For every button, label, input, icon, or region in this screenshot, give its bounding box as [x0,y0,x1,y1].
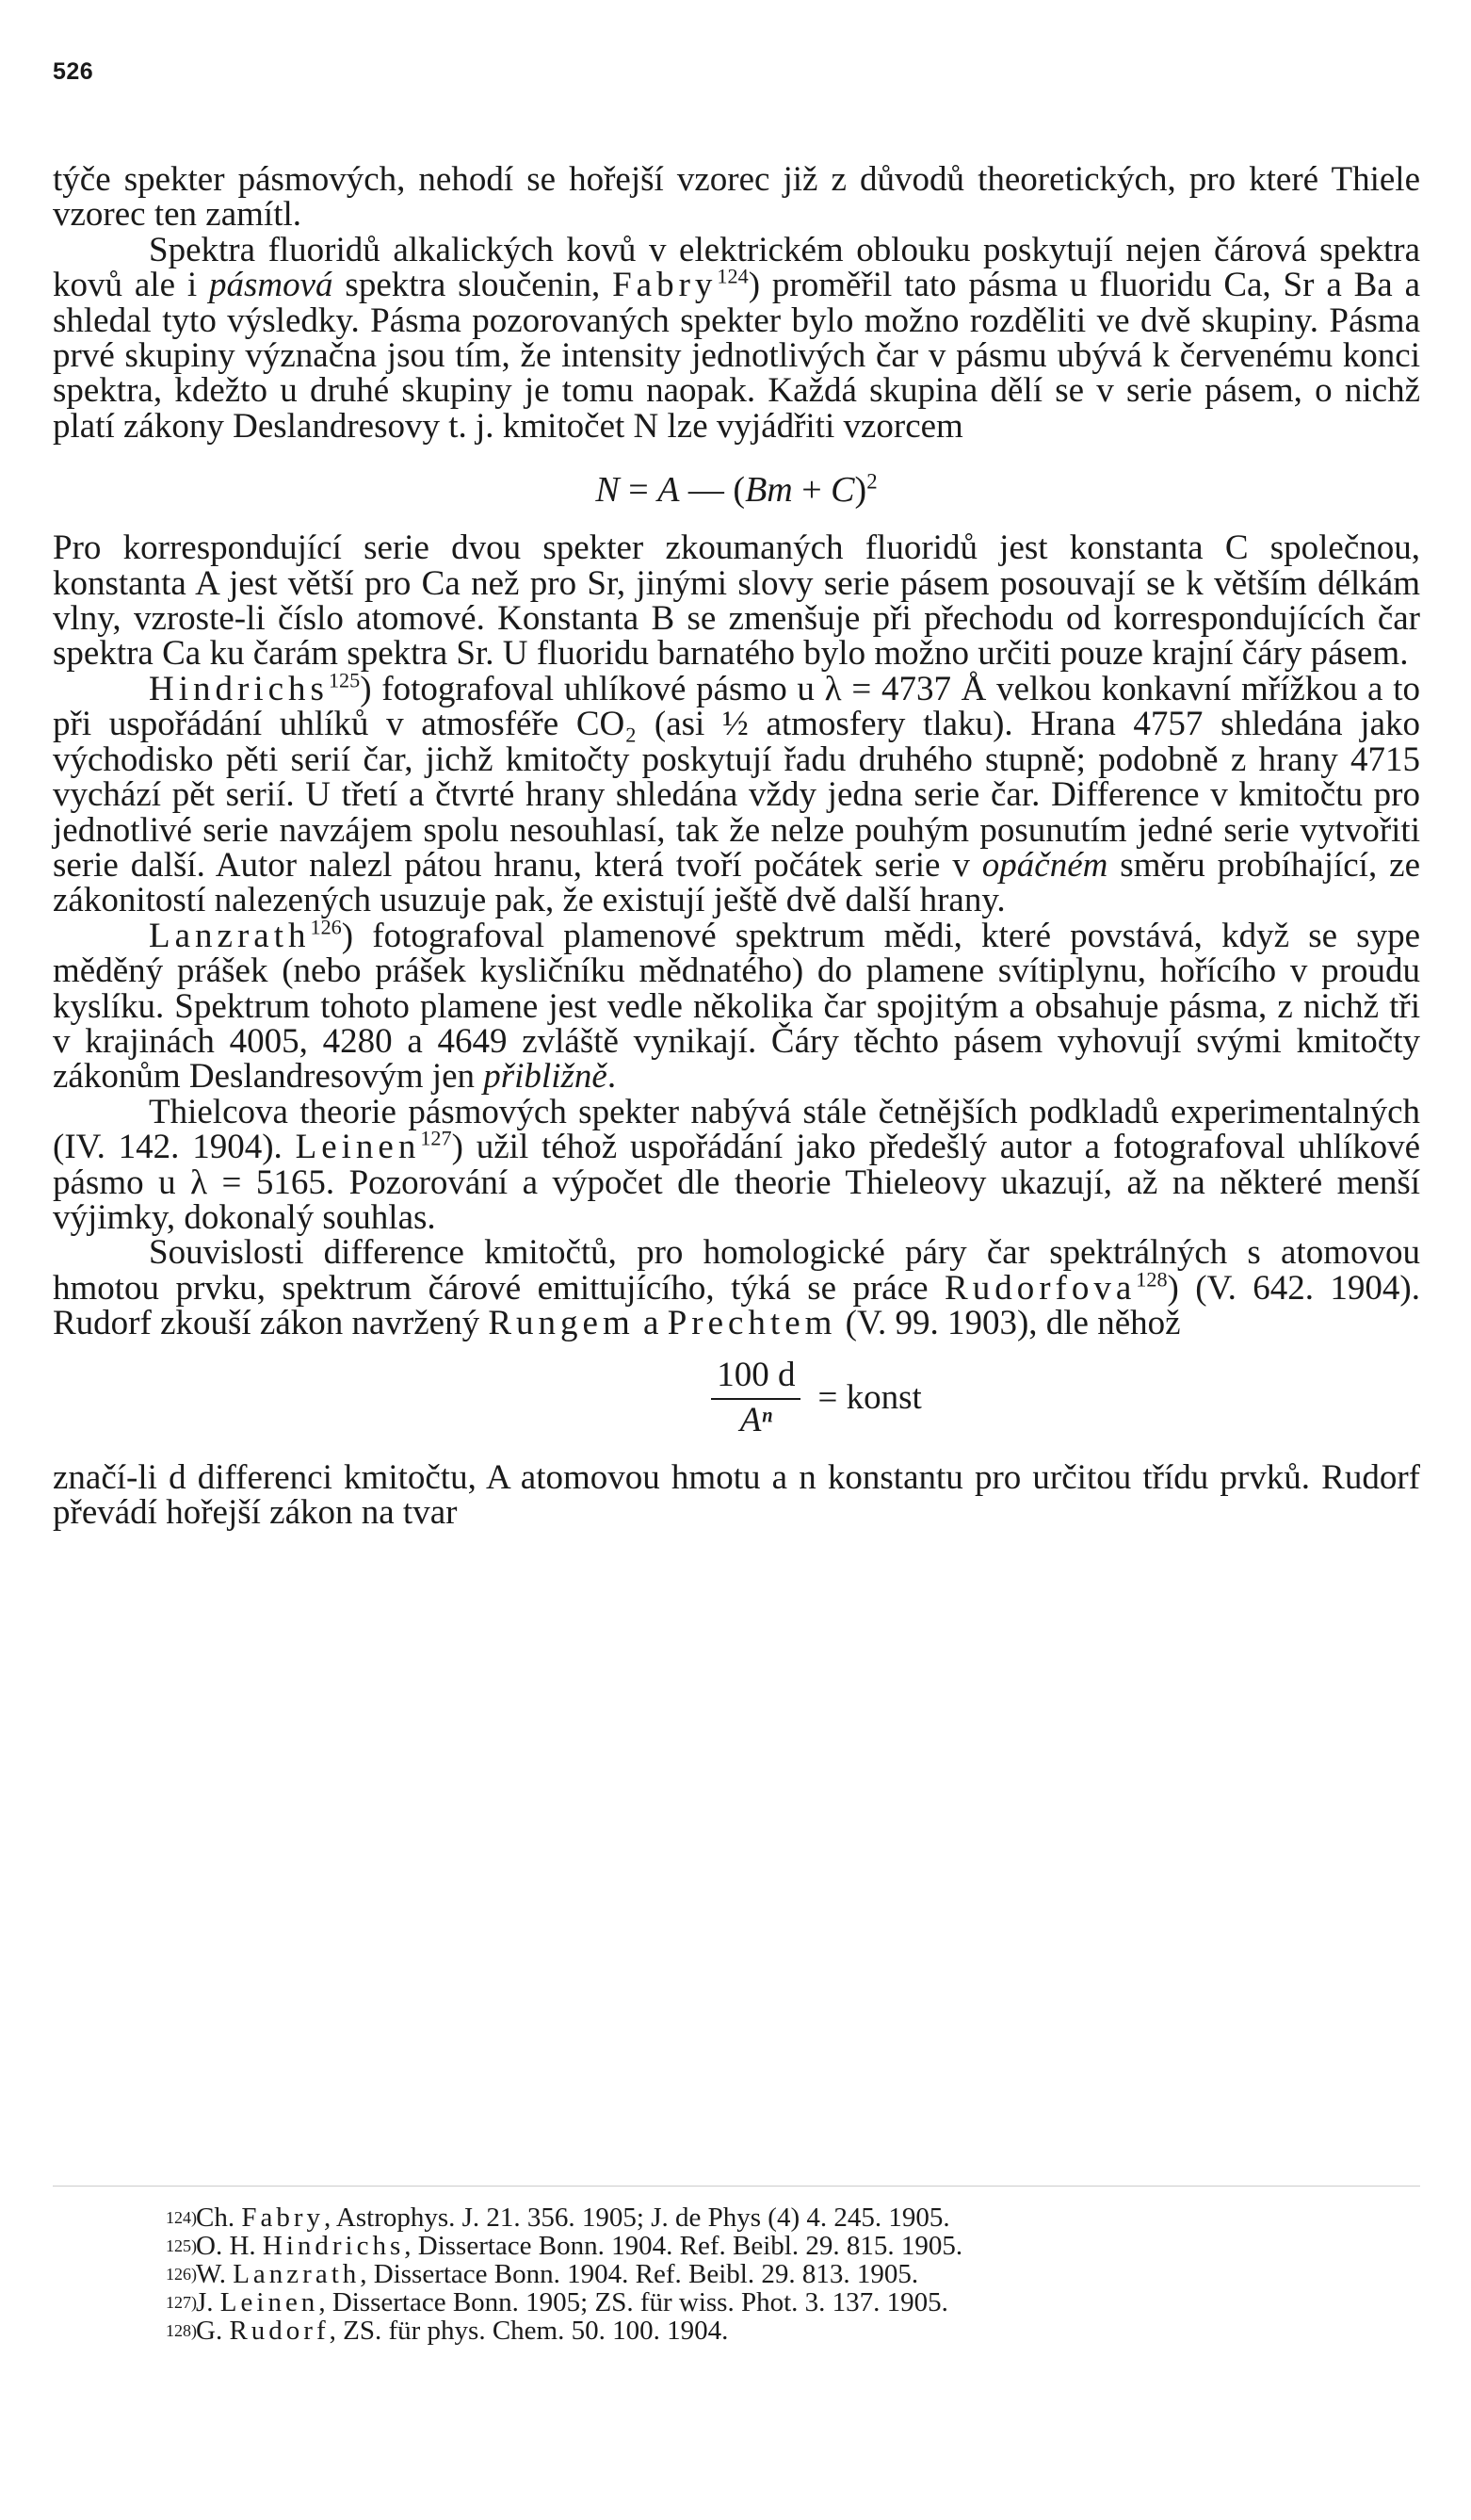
paragraph-5: Lanzrath$^{126}$) fotografoval plamenové spektrum mědi, které povstává, když se sype měděný prášek (nebo prášek kysličníku mědnatého) do plamene svítiplynu, hořícího v proudu kyslíku. Spektrum tohoto plamene jest vedle několika čar spojitým a obsahuje pásma, z nichž tři v krajinách 4005, 4280 a 4649 zvláště vynikají. Čáry těchto pásem vyhovují svými kmitočty zákonům Deslandresovým jen přibližně. [53,915,1420,1097]
author-name: Leinen [295,1128,421,1167]
footnote-ref: 124 [717,264,749,288]
formula-deslandres: N = A — $(Bm + C)^2$ [595,469,878,511]
footnote-124: 124)Ch. Fabry, Astrophys. J. 21. 356. 1905; J. de Phys (4) 4. 245. 1905. [166,2203,950,2233]
footnote-ref: 125 [328,668,361,692]
footnotes [53,2186,1420,2345]
paragraph-2: Spektra fluoridů alkalických kovů v elektrickém oblouku poskytují nejen čárová spektra kovů ale i pásmová spektra sloučenin, Fabry$^{124}$) proměřil tato pásma u fluoridu Ca, Sr a Ba a shledal tyto výsledky. Pásma pozorovaných spekter bylo možno rozděliti ve dvě skupiny. Pásma prvé skupiny význačna jsou tím, že intensity jednotlivých čar v pásmu ubývá k červenému konci spektra, kdežto u druhé skupiny je tomu naopak. Každá skupina dělí se v serie pásem, o nichž platí zákony Deslandresovy t. j. kmitočet N lze vyjádřiti vzorcem [53,230,1420,446]
footnote-126: 126)W. Lanzrath, Dissertace Bonn. 1904. Ref. Beibl. 29. 813. 1905. [166,2259,919,2289]
footnote-127: 127)J. Leinen, Dissertace Bonn. 1905; ZS. für wiss. Phot. 3. 137. 1905. [166,2287,948,2317]
author-name: Lanzrath [149,916,311,955]
paragraph-1: týče spekter pásmových, nehodí se hořejší vzorec již z důvodů theoretických, pro které Thiele vzorec ten zamítl. [53,160,1420,235]
author-name: Fabry [612,266,718,305]
footnote-128: 128)G. Rudorf, ZS. für phys. Chem. 50. 100. 1904. [166,2316,729,2346]
author-name: Rungem [488,1304,635,1343]
fraction: $\frac{100 d}{\text{Aⁿ}}$ [551,1357,800,1439]
footnote-125: 125)O. H. Hindrichs, Dissertace Bonn. 1904. Ref. Beibl. 29. 815. 1905. [166,2231,963,2261]
author-name: Prechtem [667,1304,837,1343]
paragraph-7: Souvislosti difference kmitočtů, pro homologické páry čar spektrálných s atomovou hmotou prvku, spektrum čárové emittujícího, týká se práce Rudorfova$^{128}$) (V. 642. 1904). Rudorf zkouší zákon navržený Rungem a Prechtem (V. 99. 1903), dle něhož [53,1233,1420,1343]
formula-rudorf: $\frac{100 d}{\text{Aⁿ}}$ = konst [53,1357,1420,1439]
paragraph-6: Thielcova theorie pásmových spekter nabývá stále četnějších podkladů experimentalných (IV. 142. 1904). Leinen$^{127}$) užil téhož uspořádání jako předešlý autor a fotografoval uhlíkové pásmo u λ = 5165. Pozorování a výpočet dle theorie Thieleovy ukazují, až na některé menší výjimky, dokonalý souhlas. [53,1092,1420,1237]
footnote-ref: 126 [310,915,342,939]
paragraph-3: Pro korrespondující serie dvou spekter zkoumaných fluoridů jest konstanta C společnou, konstanta A jest větší pro Ca než pro Sr, jinými slovy serie pásem posouvají se k větším délkám vlny, vzroste-li číslo atomové. Konstanta B se zmenšuje při přechodu od korrespondujících čar spektra Ca ku čarám spektra Sr. U fluoridu barnatého bylo možno určiti pouze krajní čáry pásem. [53,528,1420,674]
page-number: 526 [53,58,94,85]
author-name: Hindrichs [149,669,329,708]
body-text [53,162,1420,1530]
footnote-ref: 128 [1136,1267,1168,1292]
paragraph-8: značí-li d differenci kmitočtu, A atomovou hmotu a n konstantu pro určitou třídu prvků. Rudorf převádí hořejší zákon na tvar [53,1457,1420,1532]
paragraph-4: Hindrichs$^{125}$) fotografoval uhlíkové pásmo u λ = 4737 Å velkou konkavní mřížkou a to při uspořádání uhlíků v atmosféře CO₂ (asi ½ atmosfery tlaku). Hrana 4757 shledána jako východisko pěti serií čar, jichž kmitočty poskytují řadu druhého stupně; podobně z hrany 4715 vychází pět serií. U třetí a čtvrté hrany shledána vždy jedna serie čar. Difference v kmitočtu pro jednotlivé serie navzájem spolu nesouhlasí, tak že nelze pouhým posunutím jedné serie vytvořiti serie další. Autor nalezl pátou hranu, která tvoří počátek serie v opáčném směru probíhající, ze zákonitostí nalezených usuzuje pak, že existují ještě dvě další hrany. [53,668,1420,920]
author-name: Rudorfova [945,1268,1137,1308]
footnote-ref: 127 [420,1126,452,1150]
